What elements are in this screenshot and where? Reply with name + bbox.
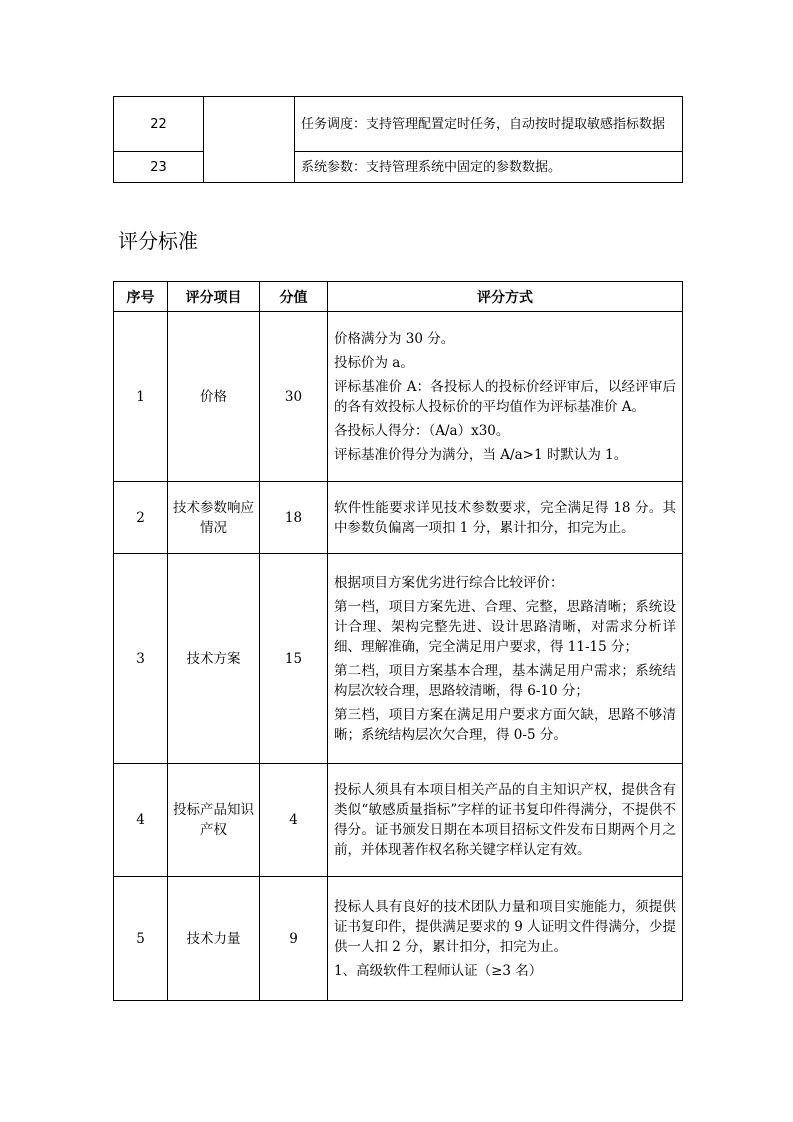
row-method xyxy=(328,877,683,1001)
method-line: 投标人具有良好的技术团队力量和项目实施能力，须提供证书复印件，提供满足要求的 9 人证明文件得满分，少提供一人扣 2 分，累计扣分，扣完为止。 xyxy=(334,898,676,955)
table-row xyxy=(114,877,683,1001)
method-line: 价格满分为 30 分。 xyxy=(334,330,455,347)
table-row xyxy=(114,152,683,183)
row-item: 技术方案 xyxy=(168,554,260,764)
header-row xyxy=(114,282,683,312)
row-description: 任务调度：支持管理配置定时任务，自动按时提取敏感指标数据 xyxy=(295,97,683,152)
method-line: 第一档，项目方案先进、合理、完整，思路清晰；系统设计合理、架构完整先进、设计思路清晰，对需求分析详细、理解准确，完全满足用户要求，得 11-15 分； xyxy=(334,598,676,655)
table-row xyxy=(114,312,683,482)
method-line: 第三档，项目方案在满足用户要求方面欠缺，思路不够清晰；系统结构层次欠合理，得 0-5 分。 xyxy=(334,706,676,743)
row-score: 18 xyxy=(260,482,328,554)
table-row xyxy=(114,482,683,554)
row-score: 9 xyxy=(260,877,328,1001)
row-item: 技术力量 xyxy=(168,877,260,1001)
section-title: 评分标准 xyxy=(118,229,198,253)
row-item: 投标产品知识产权 xyxy=(168,764,260,877)
table-row xyxy=(114,554,683,764)
row-score: 30 xyxy=(260,312,328,482)
row-method xyxy=(328,312,683,482)
row-item: 技术参数响应情况 xyxy=(168,482,260,554)
table-row xyxy=(114,764,683,877)
row-item: 价格 xyxy=(168,312,260,482)
header-method: 评分方式 xyxy=(328,282,683,312)
method-line: 1、高级软件工程师认证（≥3 名） xyxy=(334,962,543,979)
row-number: 2 xyxy=(114,482,168,554)
row-number: 4 xyxy=(114,764,168,877)
method-line: 第二档，项目方案基本合理，基本满足用户需求；系统结构层次较合理，思路较清晰，得 6-10 分； xyxy=(334,662,676,699)
row-method xyxy=(328,764,683,877)
method-line: 各投标人得分：（A/a）x30。 xyxy=(334,422,510,439)
method-line: 评标基准价 A：各投标人的投标价经评审后，以经评审后的各有效投标人投标价的平均值作为评标基准价 A。 xyxy=(334,378,676,415)
row-number: 5 xyxy=(114,877,168,1001)
row-description: 系统参数：支持管理系统中固定的参数数据。 xyxy=(295,152,683,183)
header-score: 分值 xyxy=(260,282,328,312)
scoring-table xyxy=(113,281,683,1001)
row-number: 3 xyxy=(114,554,168,764)
method-line: 根据项目方案优劣进行综合比较评价： xyxy=(334,574,564,591)
method-line: 投标人须具有本项目相关产品的自主知识产权，提供含有类似“敏感质量指标”字样的证书复印件得满分，不提供不得分。证书颁发日期在本项目招标文件发布日期两个月之前，并体现著作权名称关键字样认定有效。 xyxy=(334,782,676,858)
method-line: 软件性能要求详见技术参数要求，完全满足得 18 分。其中参数负偏离一项扣 1 分，累计扣分，扣完为止。 xyxy=(334,499,676,536)
method-line: 投标价为 a。 xyxy=(334,354,414,371)
row-method xyxy=(328,554,683,764)
row-score: 4 xyxy=(260,764,328,877)
row-method xyxy=(328,482,683,554)
row-number: 23 xyxy=(114,152,204,183)
header-number: 序号 xyxy=(114,282,168,312)
row-number: 22 xyxy=(114,97,204,152)
row-number: 1 xyxy=(114,312,168,482)
requirements-table-continued xyxy=(113,96,683,183)
header-item: 评分项目 xyxy=(168,282,260,312)
category-cell xyxy=(204,97,295,183)
row-score: 15 xyxy=(260,554,328,764)
table-row xyxy=(114,97,683,152)
method-line: 评标基准价得分为满分，当 A/a>1 时默认为 1。 xyxy=(334,446,628,463)
